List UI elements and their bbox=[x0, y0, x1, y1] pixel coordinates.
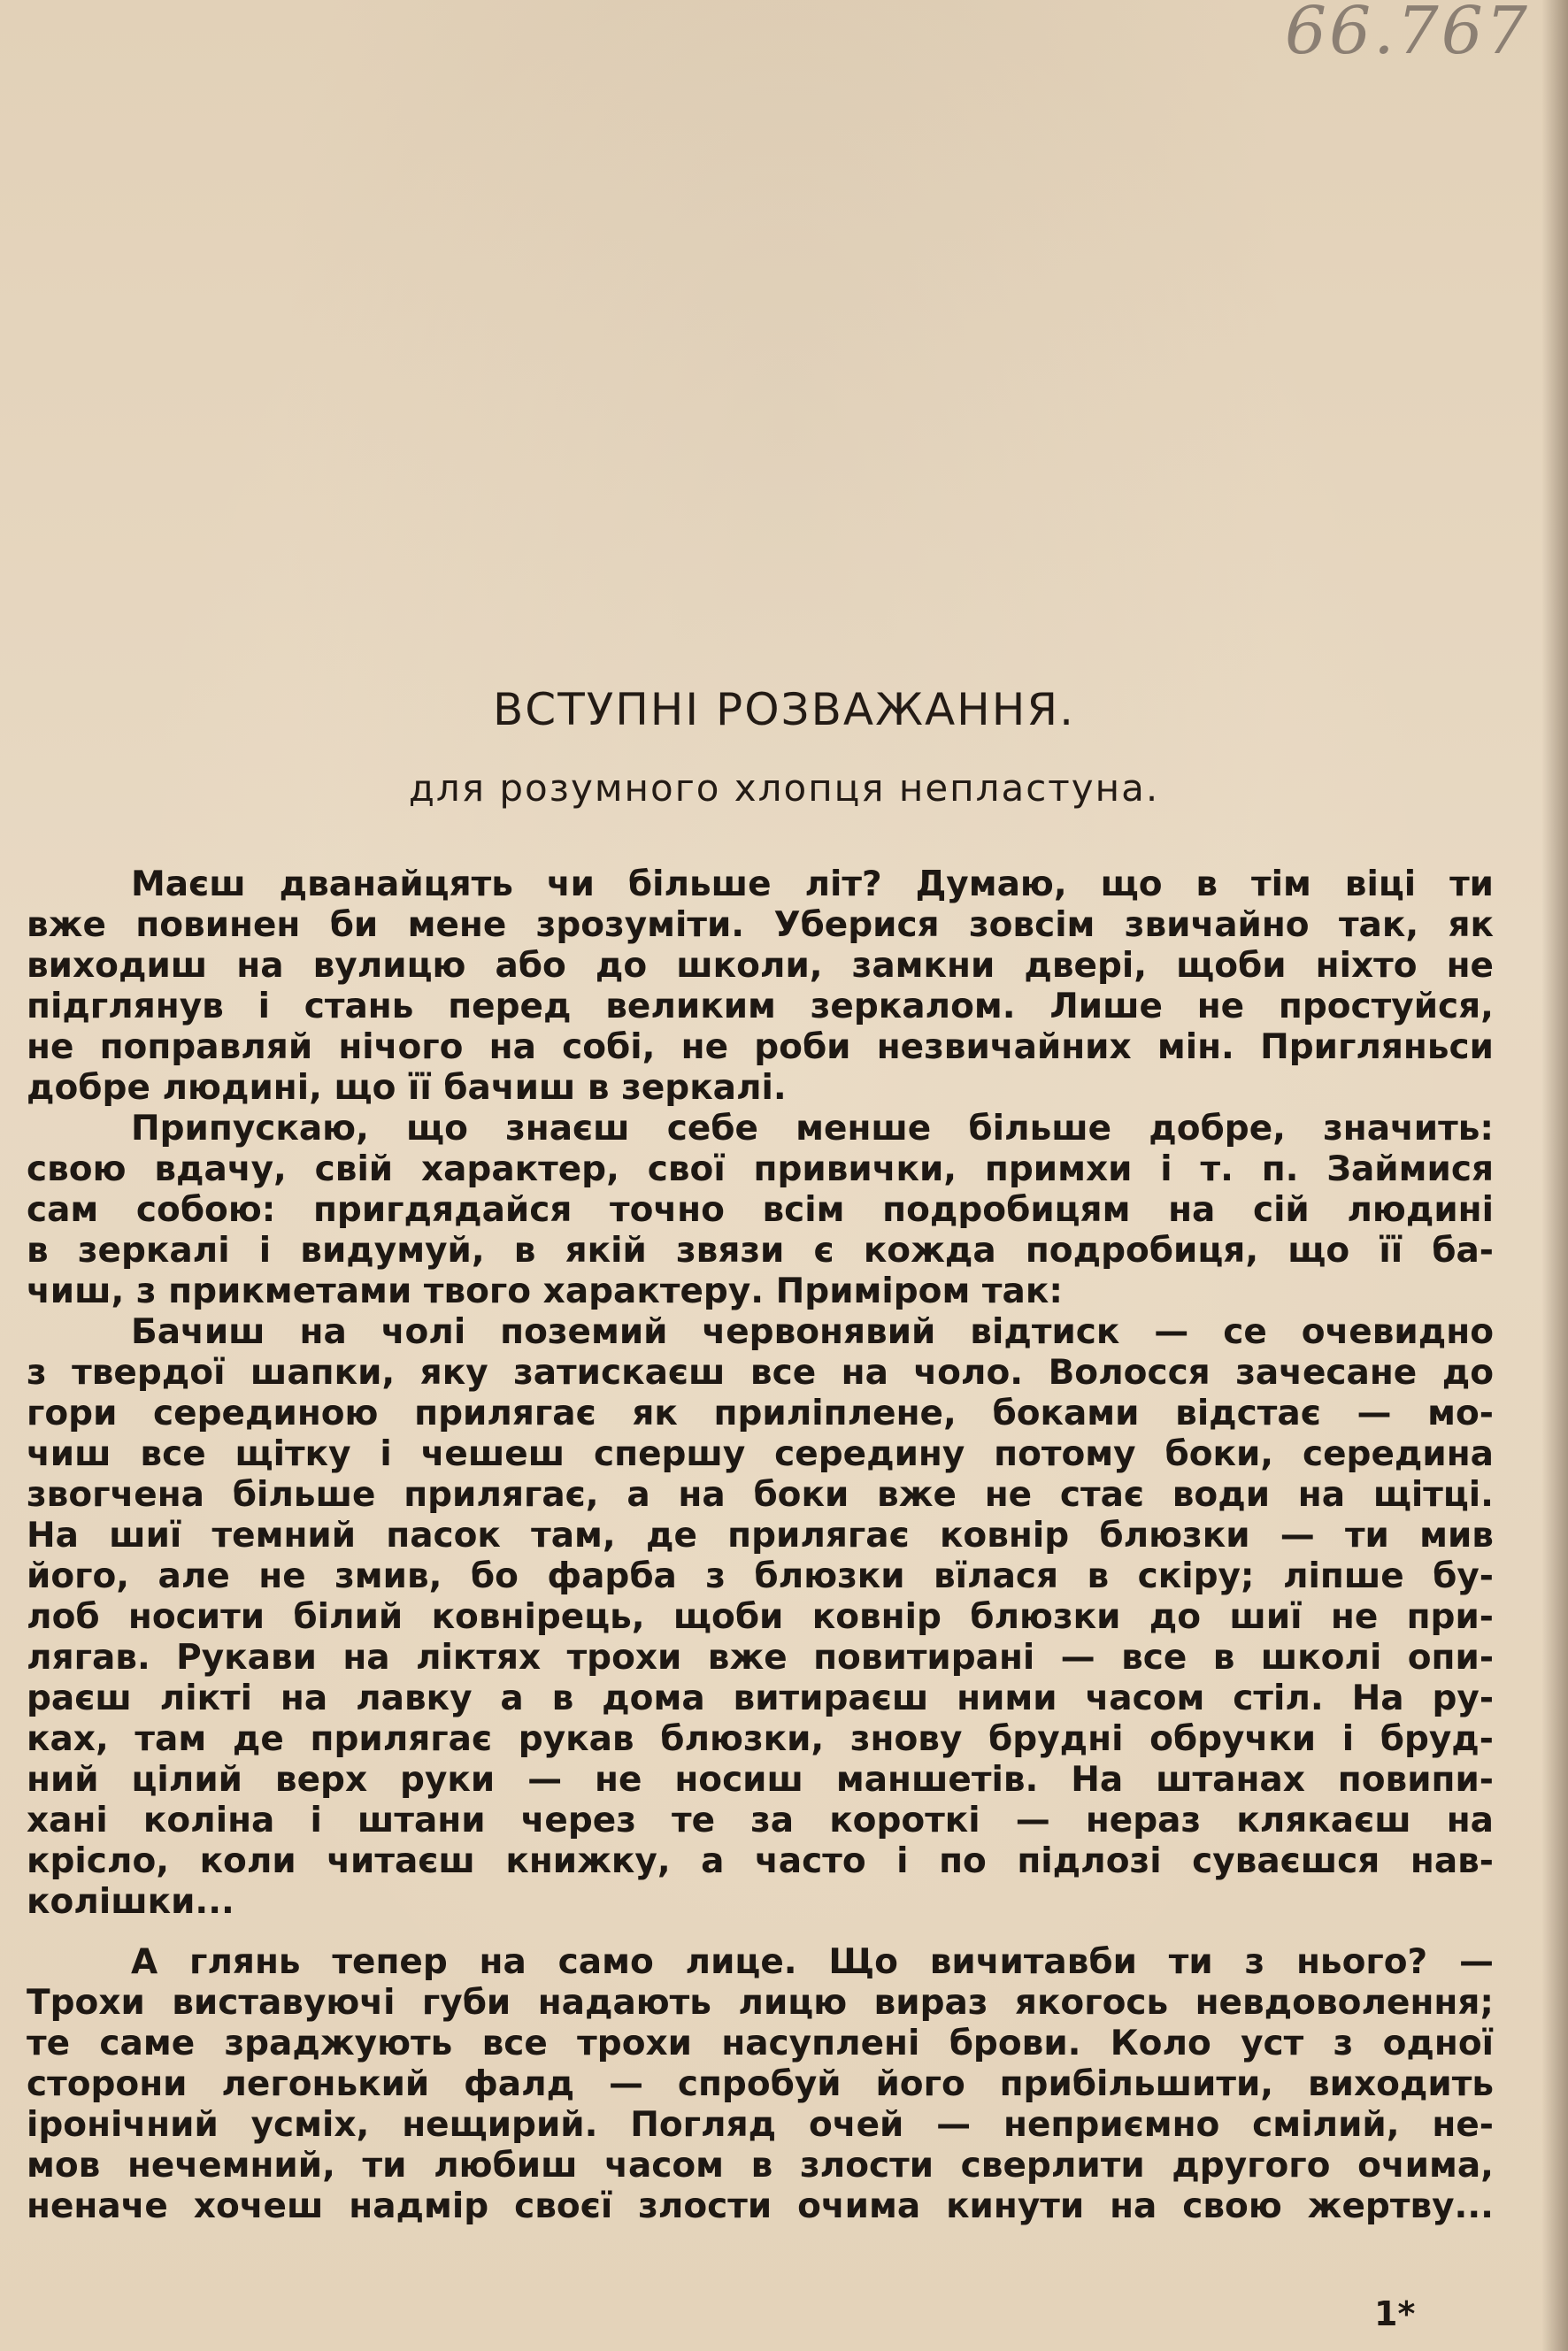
chapter-subtitle: для розумного хлопця непластуна. bbox=[408, 766, 1160, 810]
text-line: Припускаю, що знаєш себе менше більше добре, значить: bbox=[131, 1109, 1494, 1149]
text-line: А глянь тепер на само лице. Що вичитавби ти з нього? — bbox=[131, 1942, 1494, 1982]
page-edge-shadow bbox=[1541, 0, 1568, 2351]
text-line: мов нечемний, ти любиш часом в злости сверлити другого очима, bbox=[27, 2146, 1494, 2186]
text-line: неначе хочеш надмір своєї злости очима кинути на свою жертву... bbox=[27, 2186, 1494, 2226]
text-line: гори серединою прилягає як приліплене, боками відстає — мо- bbox=[27, 1394, 1494, 1433]
text-line: На шиї темний пасок там, де прилягає ковнір блюзки — ти мив bbox=[27, 1516, 1494, 1556]
text-line: ках, там де прилягає рукав блюзки, знову брудні обручки і бруд- bbox=[27, 1719, 1494, 1759]
text-line: сторони легонький фалд — спробуй його прибільшити, виходить bbox=[27, 2064, 1494, 2104]
chapter-title: ВСТУПНІ РОЗВАЖАННЯ. bbox=[492, 684, 1076, 735]
text-line: з твердої шапки, яку затискаєш все на чоло. Волосся зачесане до bbox=[27, 1353, 1494, 1393]
text-line: виходиш на вулицю або до школи, замкни двері, щоби ніхто не bbox=[27, 946, 1494, 986]
page-number: 1* bbox=[1374, 2294, 1416, 2333]
text-line: звогчена більше прилягає, а на боки вже не стає води на щітці. bbox=[27, 1475, 1494, 1515]
body-text bbox=[27, 864, 1494, 2227]
text-line: його, але не змив, бо фарба з блюзки вїлася в скіру; ліпше бу- bbox=[27, 1556, 1494, 1596]
text-line: колішки... bbox=[27, 1882, 234, 1922]
text-line: сам собою: пригдядайся точно всім подробицям на сій людині bbox=[27, 1190, 1494, 1230]
text-line: вже повинен би мене зрозуміти. Уберися зовсім звичайно так, як bbox=[27, 905, 1494, 945]
text-line: хані коліна і штани через те за короткі — нераз клякаєш на bbox=[27, 1801, 1494, 1840]
text-line: те саме зраджують все трохи насуплені брови. Коло уст з одної bbox=[27, 2024, 1494, 2063]
text-line: не поправляй нічого на собі, не роби незвичайних мін. Пригляньси bbox=[27, 1027, 1494, 1067]
text-line: чиш все щітку і чешеш спершу середину потому боки, середина bbox=[27, 1434, 1494, 1474]
text-line: лоб носити білий ковнірець, щоби ковнір блюзки до шиї не при- bbox=[27, 1597, 1494, 1637]
text-line: в зеркалі і видумуй, в якій звязи є кожда подробиця, що її ба- bbox=[27, 1231, 1494, 1271]
text-line: іронічний усміх, нещирий. Погляд очей — неприємно смілий, не- bbox=[27, 2105, 1494, 2145]
handwritten-inventory-number: 66.767 bbox=[1285, 0, 1530, 69]
text-line: підглянув і стань перед великим зеркалом. Лише не простуйся, bbox=[27, 987, 1494, 1026]
text-line: Маєш дванайцять чи більше літ? Думаю, що в тім віці ти bbox=[131, 864, 1494, 904]
text-line: свою вдачу, свій характер, свої привички, примхи і т. п. Займися bbox=[27, 1149, 1494, 1189]
text-line: Трохи виставуючі губи надають лицю вираз якогось невдоволення; bbox=[27, 1983, 1494, 2023]
text-line: чиш, з прикметами твого характеру. Приміром так: bbox=[27, 1272, 1063, 1311]
text-line: раєш лікті на лавку а в дома витираєш ними часом стіл. На ру- bbox=[27, 1679, 1494, 1718]
text-line: добре людині, що її бачиш в зеркалі. bbox=[27, 1068, 787, 1108]
text-line: лягав. Рукави на ліктях трохи вже повитирані — все в школі опи- bbox=[27, 1638, 1494, 1678]
text-line: крісло, коли читаєш книжку, а часто і по підлозі суваєшся нав- bbox=[27, 1841, 1494, 1881]
text-line: ний цілий верх руки — не носиш маншетів. На штанах повипи- bbox=[27, 1760, 1494, 1800]
text-line: Бачиш на чолі поземий червонявий відтиск — се очевидно bbox=[131, 1312, 1494, 1352]
